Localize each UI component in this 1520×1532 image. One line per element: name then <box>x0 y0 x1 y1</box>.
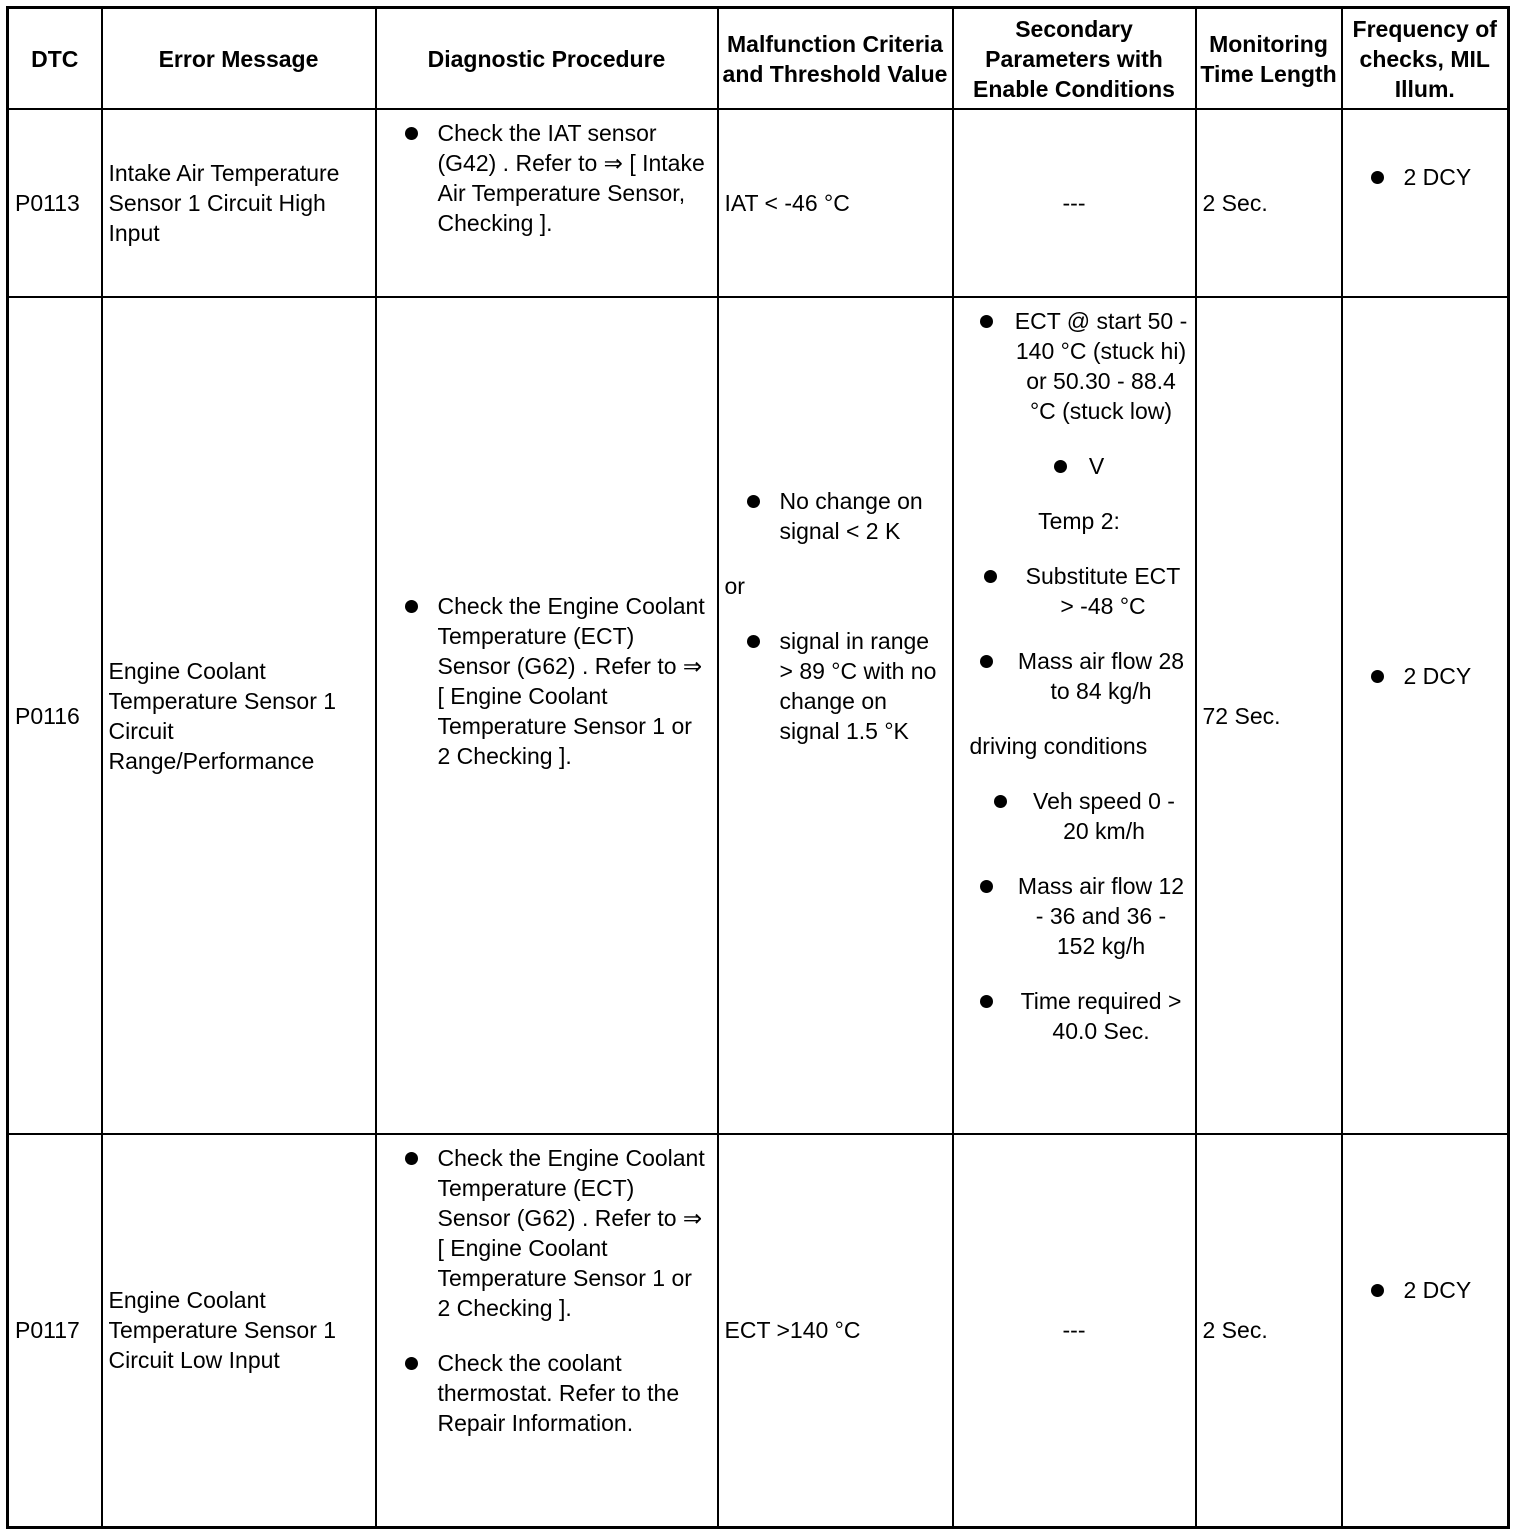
header-frequency: Frequency of checks, MIL Illum. <box>1342 8 1509 110</box>
frequency <box>1342 297 1509 1134</box>
header-error-message: Error Message <box>102 8 376 110</box>
header-secondary-parameters: Secondary Parameters with Enable Conditions <box>953 8 1196 110</box>
procedure-text: Check the Engine Coolant Temperature (ECT) Sensor (G62) . Refer to ⇒ [ Engine Coolant Temperature Sensor 1 or 2 Checking ]. <box>437 592 705 769</box>
header-dtc: DTC <box>8 8 102 110</box>
monitoring-time: 2 Sec. <box>1196 109 1342 297</box>
header-diagnostic-procedure: Diagnostic Procedure <box>376 8 718 110</box>
bullet-icon <box>405 1357 418 1370</box>
table-row <box>8 1134 1509 1527</box>
secondary-text: Time required > 40.0 Sec. <box>1020 988 1182 1044</box>
frequency-text: 2 DCY <box>1403 164 1472 190</box>
bullet-icon <box>405 127 418 140</box>
malfunction-criteria <box>718 297 953 1134</box>
bullet-icon <box>747 495 760 508</box>
bullet-icon <box>994 795 1007 808</box>
dtc-code: P0117 <box>8 1134 102 1527</box>
frequency-text: 2 DCY <box>1403 662 1472 689</box>
bullet-icon <box>980 315 993 328</box>
secondary-item <box>970 451 1189 481</box>
malfunction-item <box>725 486 946 546</box>
secondary-item <box>970 306 1189 426</box>
procedure-text: Check the IAT sensor (G42) . Refer to ⇒ [ Intake Air Temperature Sensor, Checking ]. <box>437 120 705 236</box>
bullet-icon <box>980 995 993 1008</box>
bullet-icon <box>1371 171 1384 184</box>
table-row <box>8 297 1509 1134</box>
secondary-text: Substitute ECT > -48 °C <box>1025 563 1181 619</box>
malfunction-or: or <box>724 572 745 599</box>
secondary-parameters <box>953 297 1196 1134</box>
secondary-item <box>970 871 1189 961</box>
secondary-item <box>970 646 1189 706</box>
header-monitoring-time: Monitoring Time Length <box>1196 8 1342 110</box>
procedure-text: Check the coolant thermostat. Refer to the Repair Information. <box>437 1350 680 1436</box>
dtc-code: P0116 <box>8 297 102 1134</box>
diagnostic-procedure <box>376 297 718 1134</box>
frequency <box>1342 109 1509 297</box>
bullet-icon <box>1054 460 1067 473</box>
header-malfunction-criteria: Malfunction Criteria and Threshold Value <box>718 8 953 110</box>
secondary-parameters: --- <box>953 1134 1196 1527</box>
malfunction-criteria: IAT < -46 °C <box>718 109 953 297</box>
monitoring-time: 72 Sec. <box>1196 297 1342 1134</box>
malfunction-item <box>725 626 946 746</box>
secondary-item <box>970 786 1189 846</box>
secondary-text: Mass air flow 28 to 84 kg/h <box>1017 648 1185 704</box>
bullet-icon <box>984 570 997 583</box>
malfunction-criteria: ECT >140 °C <box>718 1134 953 1527</box>
bullet-icon <box>405 1152 418 1165</box>
secondary-item <box>970 561 1189 621</box>
secondary-label: driving conditions <box>969 733 1148 759</box>
secondary-text: Mass air flow 12 - 36 and 36 - 152 kg/h <box>1017 873 1185 959</box>
table-row <box>8 109 1509 297</box>
procedure-item <box>383 591 711 771</box>
procedure-item <box>383 1143 711 1323</box>
bullet-icon <box>980 880 993 893</box>
frequency-text: 2 DCY <box>1403 1277 1472 1304</box>
dtc-code: P0113 <box>8 109 102 297</box>
bullet-icon <box>747 635 760 648</box>
malfunction-text: signal in range > 89 °C with no change on signal 1.5 °K <box>779 627 937 744</box>
secondary-text: ECT @ start 50 - 140 °C (stuck hi) or 50.30 - 88.4 °C (stuck low) <box>1014 308 1188 424</box>
bullet-icon <box>1371 670 1384 683</box>
dtc-table <box>6 6 1510 1529</box>
procedure-item <box>383 118 711 238</box>
bullet-icon <box>405 600 418 613</box>
procedure-item <box>383 1348 711 1438</box>
secondary-item <box>970 986 1189 1046</box>
monitoring-time: 2 Sec. <box>1196 1134 1342 1527</box>
procedure-text: Check the Engine Coolant Temperature (ECT) Sensor (G62) . Refer to ⇒ [ Engine Coolant Temperature Sensor 1 or 2 Checking ]. <box>437 1145 705 1321</box>
secondary-parameters: --- <box>953 109 1196 297</box>
frequency <box>1342 1134 1509 1527</box>
secondary-text: V <box>1088 453 1105 479</box>
bullet-icon <box>980 655 993 668</box>
header-row <box>8 8 1509 110</box>
error-message: Engine Coolant Temperature Sensor 1 Circuit Range/Performance <box>102 297 376 1134</box>
secondary-label: Temp 2: <box>1038 508 1120 534</box>
diagnostic-procedure <box>376 109 718 297</box>
malfunction-text: No change on signal < 2 K <box>779 487 923 544</box>
secondary-text: Veh speed 0 - 20 km/h <box>1033 788 1175 844</box>
error-message: Intake Air Temperature Sensor 1 Circuit High Input <box>102 109 376 297</box>
diagnostic-procedure <box>376 1134 718 1527</box>
error-message: Engine Coolant Temperature Sensor 1 Circuit Low Input <box>102 1134 376 1527</box>
bullet-icon <box>1371 1284 1384 1297</box>
